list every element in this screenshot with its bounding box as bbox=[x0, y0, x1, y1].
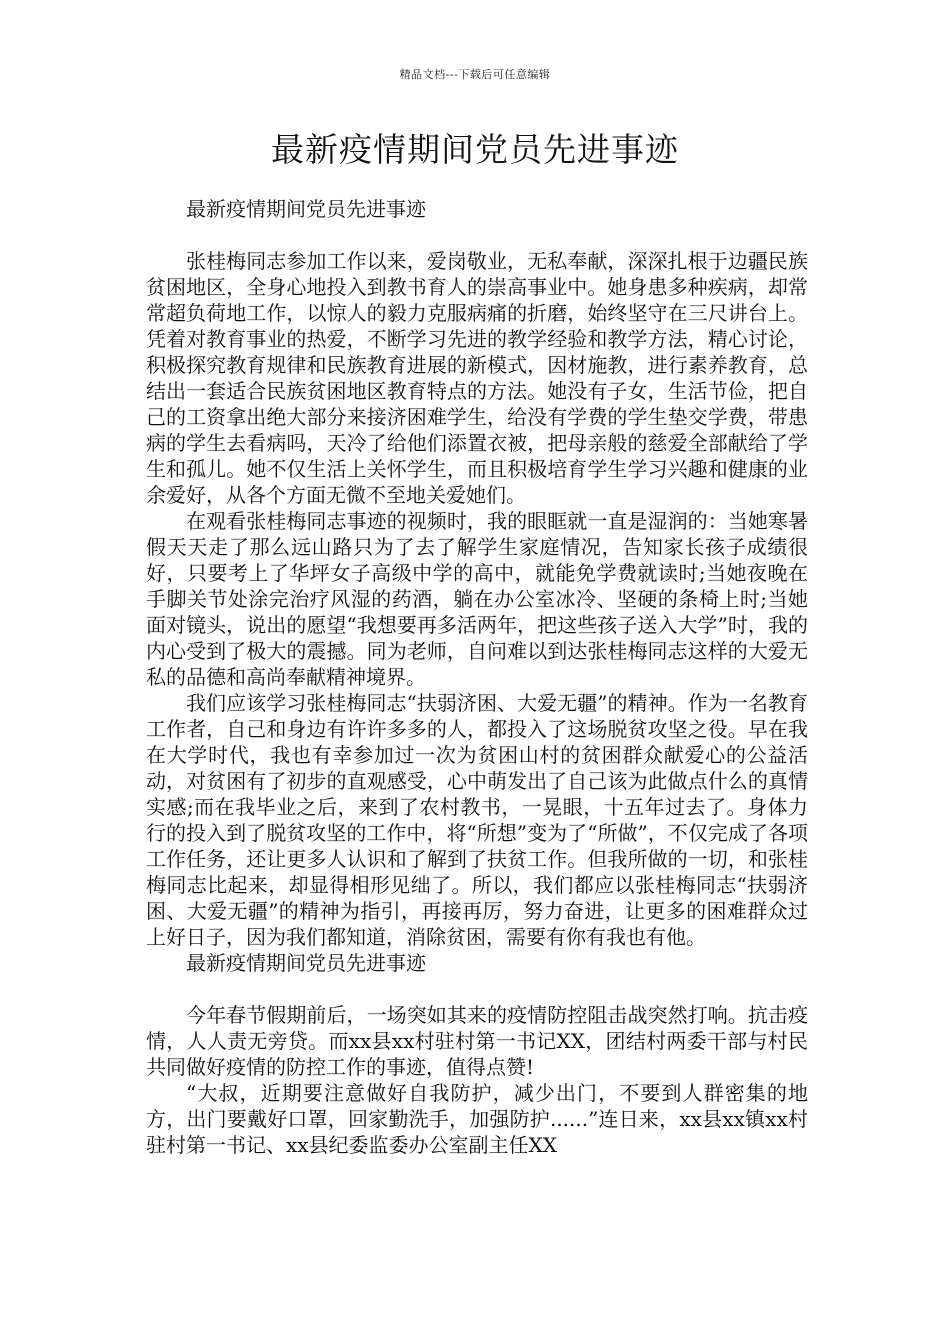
paragraph-2: 在观看张桂梅同志事迹的视频时，我的眼眶就一直是湿润的：当她寒暑假天天走了那么远山路只为了去了解学生家庭情况，告知家长孩子成绩很好，只要考上了华坪女子高级中学的高中，就能免学费就读时;当她夜晚在手脚关节处涂完治疗风湿的药酒，躺在办公室冰冷、坚硬的条椅上时;当她面对镜头，说出的愿望“我想要再多活两年，把这些孩子送入大学”时，我的内心受到了极大的震撼。同为老师，自问难以到达张桂梅同志这样的大爱无私的品德和高尚奉献精神境界。 bbox=[146, 509, 808, 689]
paragraph-4: 今年春节假期前后，一场突如其来的疫情防控阻击战突然打响。抗击疫情，人人责无旁贷。而xx县xx村驻村第一书记XX，团结村两委干部与村民共同做好疫情的防控工作的事迹，值得点赞! bbox=[146, 1003, 808, 1079]
section-subtitle: 最新疫情期间党员先进事迹 bbox=[186, 951, 426, 975]
document-subtitle: 最新疫情期间党员先进事迹 bbox=[186, 197, 426, 221]
header-note: 精品文档---下载后可任意编辑 bbox=[399, 68, 551, 81]
paragraph-5: “大叔，近期要注意做好自我防护，减少出门，不要到人群密集的地方，出门要戴好口罩，回家勤洗手，加强防护......”连日来，xx县xx镇xx村驻村第一书记、xx县纪委监委办公室副主任XX bbox=[146, 1081, 808, 1157]
document-body bbox=[146, 196, 808, 1158]
paragraph-1: 张桂梅同志参加工作以来，爱岗敬业，无私奉献，深深扎根于边疆民族贫困地区，全身心地投入到教书育人的崇高事业中。她身患多种疾病，却常常超负荷地工作，以惊人的毅力克服病痛的折磨，始终坚守在三尺讲台上。凭着对教育事业的热爱，不断学习先进的教学经验和教学方法，精心讨论，积极探究教育规律和民族教育进展的新模式，因材施教，进行素养教育，总结出一套适合民族贫困地区教育特点的方法。她没有子女，生活节俭，把自己的工资拿出绝大部分来接济困难学生，给没有学费的学生垫交学费，带患病的学生去看病吗，天冷了给他们添置衣被，把母亲般的慈爱全部献给了学生和孤儿。她不仅生活上关怀学生，而且积极培育学生学习兴趣和健康的业余爱好，从各个方面无微不至地关爱她们。 bbox=[146, 249, 808, 507]
document-title: 最新疫情期间党员先进事迹 bbox=[271, 130, 679, 169]
paragraph-3: 我们应该学习张桂梅同志“扶弱济困、大爱无疆”的精神。作为一名教育工作者，自己和身边有许许多多的人，都投入了这场脱贫攻坚之役。早在我在大学时代，我也有幸参加过一次为贫困山村的贫困群众献爱心的公益活动，对贫困有了初步的直观感受，心中萌发出了自己该为此做点什么的真情实感;而在我毕业之后，来到了农村教书，一晃眼，十五年过去了。身体力行的投入到了脱贫攻坚的工作中，将“所想”变为了“所做”，不仅完成了各项工作任务，还让更多人认识和了解到了扶贫工作。但我所做的一切，和张桂梅同志比起来，却显得相形见绌了。所以，我们都应以张桂梅同志“扶弱济困、大爱无疆”的精神为指引，再接再厉，努力奋进，让更多的困难群众过上好日子，因为我们都知道，消除贫困，需要有你有我也有他。 bbox=[146, 691, 808, 949]
